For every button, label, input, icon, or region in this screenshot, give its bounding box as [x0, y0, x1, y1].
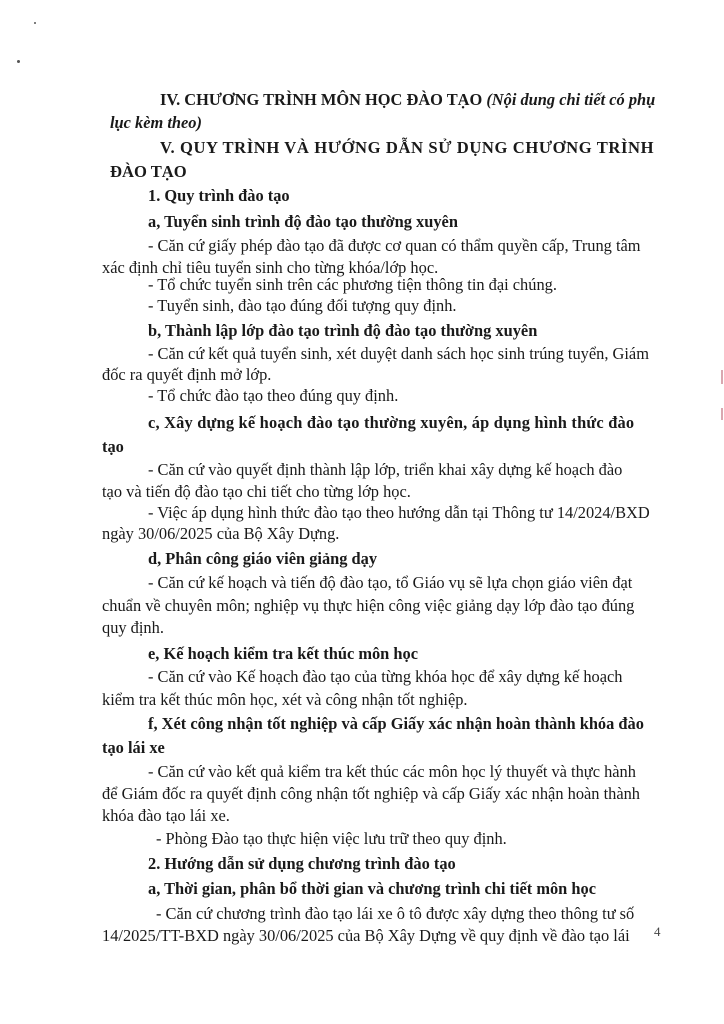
part1-d-title: d, Phân công giáo viên giảng dạy	[148, 549, 378, 568]
part1-f-line: - Phòng Đào tạo thực hiện việc lưu trữ theo quy định.	[156, 829, 507, 848]
part1-f-title: f, Xét công nhận tốt nghiệp và cấp Giấy xác nhận hoàn thành khóa đào	[148, 714, 644, 733]
section-v-title-cont: ĐÀO TẠO	[110, 162, 187, 181]
page-number: 4	[654, 924, 661, 939]
part2-title: 2. Hướng dẫn sử dụng chương trình đào tạo	[148, 854, 456, 873]
section-iv-note-cont: lục kèm theo)	[110, 113, 202, 132]
part1-f-line: khóa đào tạo lái xe.	[102, 806, 230, 825]
part1-c-line: ngày 30/06/2025 của Bộ Xây Dựng.	[102, 524, 340, 543]
section-v-title: V. QUY TRÌNH VÀ HƯỚNG DẪN SỬ DỤNG CHƯƠNG TRÌNH	[160, 138, 655, 157]
part1-b-title: b, Thành lập lớp đào tạo trình độ đào tạo thường xuyên	[148, 321, 538, 340]
part1-c-title: c, Xây dựng kế hoạch đào tạo thường xuyên, áp dụng hình thức đào	[148, 413, 635, 432]
section-iv-title: IV. CHƯƠNG TRÌNH MÔN HỌC ĐÀO TẠO	[160, 90, 483, 109]
section-iv-heading	[160, 90, 655, 110]
part1-e-line: kiểm tra kết thúc môn học, xét và công nhận tốt nghiệp.	[102, 690, 468, 709]
part1-c-line: tạo và tiến độ đào tạo chi tiết cho từng lớp học.	[102, 482, 411, 501]
part1-c-line: - Việc áp dụng hình thức đào tạo theo hướng dẫn tại Thông tư 14/2024/BXD	[148, 503, 650, 522]
part1-title: 1. Quy trình đào tạo	[148, 186, 290, 205]
scan-edge-mark	[721, 370, 723, 384]
part1-e-title: e, Kế hoạch kiểm tra kết thúc môn học	[148, 644, 418, 663]
part1-d-line: chuẩn về chuyên môn; nghiệp vụ thực hiện công việc giảng dạy lớp đào tạo đúng	[102, 596, 635, 615]
part1-a-line: - Tuyển sinh, đào tạo đúng đối tượng quy định.	[148, 296, 457, 315]
part1-f-line: để Giám đốc ra quyết định công nhận tốt nghiệp và cấp Giấy xác nhận hoàn thành	[102, 784, 640, 803]
part1-c-title-cont: tạo	[102, 437, 124, 456]
scan-speck	[34, 22, 36, 24]
scan-speck	[17, 60, 20, 63]
part1-b-line: đốc ra quyết định mở lớp.	[102, 365, 272, 384]
part1-d-line: quy định.	[102, 618, 164, 637]
part1-a-title: a, Tuyển sinh trình độ đào tạo thường xuyên	[148, 212, 458, 231]
part2-a-line: - Căn cứ chương trình đào tạo lái xe ô tô được xây dựng theo thông tư số	[156, 904, 635, 923]
part2-a-line: 14/2025/TT-BXD ngày 30/06/2025 của Bộ Xây Dựng về quy định về đào tạo lái	[102, 926, 630, 945]
part1-f-line: - Căn cứ vào kết quả kiểm tra kết thúc các môn học lý thuyết và thực hành	[148, 762, 636, 781]
part1-b-line: - Căn cứ kết quả tuyển sinh, xét duyệt danh sách học sinh trúng tuyển, Giám	[148, 344, 649, 363]
part1-a-line: - Căn cứ giấy phép đào tạo đã được cơ quan có thẩm quyền cấp, Trung tâm	[148, 236, 641, 255]
part1-c-line: - Căn cứ vào quyết định thành lập lớp, triển khai xây dựng kế hoạch đào	[148, 460, 623, 479]
part1-a-line: - Tổ chức tuyển sinh trên các phương tiện thông tin đại chúng.	[148, 275, 557, 294]
scan-edge-mark	[721, 408, 723, 420]
part1-d-line: - Căn cứ kế hoạch và tiến độ đào tạo, tổ Giáo vụ sẽ lựa chọn giáo viên đạt	[148, 573, 633, 592]
part1-b-line: - Tổ chức đào tạo theo đúng quy định.	[148, 386, 399, 405]
part1-f-title-cont: tạo lái xe	[102, 738, 165, 757]
part1-e-line: - Căn cứ vào Kế hoạch đào tạo của từng khóa học để xây dựng kế hoạch	[148, 667, 623, 686]
part1-a-line: xác định chỉ tiêu tuyển sinh cho từng khóa/lớp học.	[102, 258, 439, 277]
part2-a-title: a, Thời gian, phân bổ thời gian và chương trình chi tiết môn học	[148, 879, 596, 898]
section-iv-note: (Nội dung chi tiết có phụ	[486, 90, 656, 109]
